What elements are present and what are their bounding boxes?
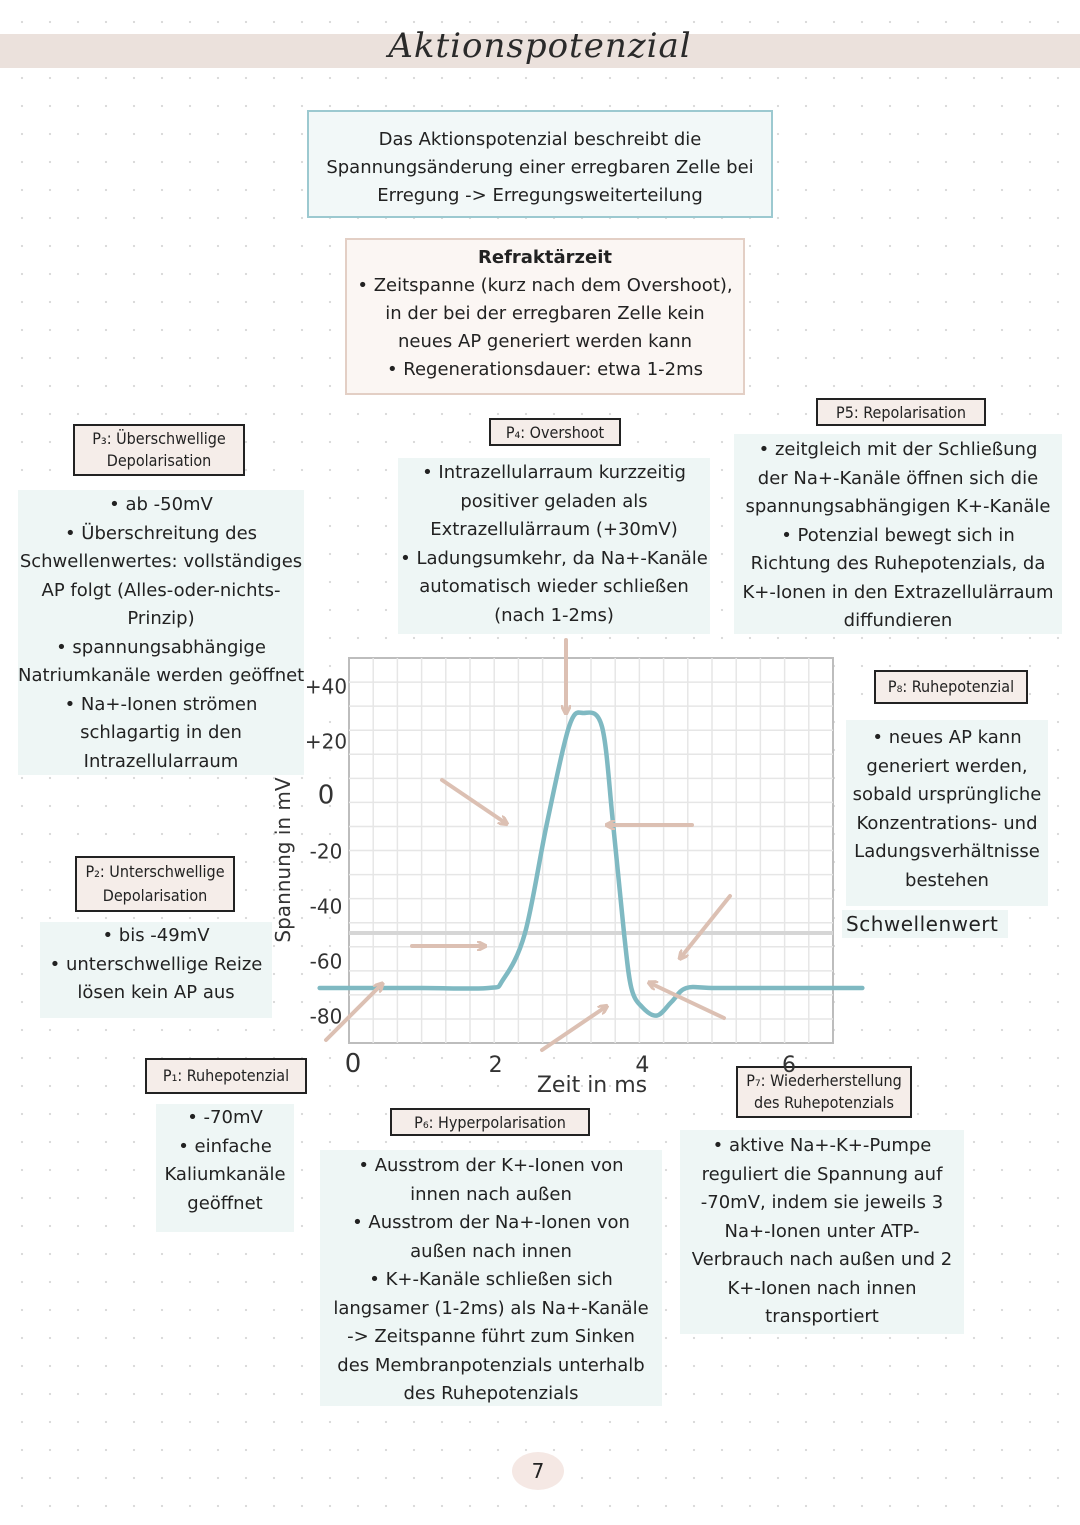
p3-line: Schwellenwertes: vollständiges <box>19 551 303 572</box>
p1-line: • einfache <box>178 1135 272 1157</box>
p6-line: des Ruhepotenzials <box>403 1383 579 1404</box>
p7-line: Na+-Ionen unter ATP- <box>724 1220 920 1242</box>
p4-line: automatisch wieder schließen <box>419 576 689 597</box>
p5-line: spannungsabhängigen K+-Kanäle <box>745 496 1051 517</box>
p6-line: • K+-Kanäle schließen sich <box>369 1269 613 1290</box>
intro-line: Spannungsänderung einer erregbaren Zelle bei <box>326 157 754 178</box>
refractory-line: neues AP generiert werden kann <box>397 331 693 352</box>
p8-line: Konzentrations- und <box>856 812 1038 834</box>
p4-line: positiver geladen als <box>460 490 648 512</box>
page-title: Aktionspotenzial <box>388 26 692 66</box>
p3-line: • ab -50mV <box>109 494 213 515</box>
p4-line: (nach 1-2ms) <box>494 604 614 626</box>
p8-line: Ladungsverhältnisse <box>854 841 1040 862</box>
p6-line: -> Zeitspanne führt zum Sinken <box>347 1326 635 1347</box>
p7-label-line1: P₇: Wiederherstellung <box>746 1071 902 1090</box>
p3-line: • spannungsabhängige <box>56 636 266 658</box>
x-tick-label: 0 <box>344 1049 362 1079</box>
p2-line: • bis -49mV <box>102 925 210 946</box>
x-axis-label: Zeit in ms <box>536 1073 648 1098</box>
y-tick-label: +20 <box>304 729 348 754</box>
chart-grid <box>349 658 833 1043</box>
page-number-text: 7 <box>531 1459 545 1483</box>
p1-line: Kaliumkanäle <box>164 1164 286 1185</box>
p7-label-line2: des Ruhepotenzials <box>754 1093 894 1112</box>
p3-line: • Na+-Ionen strömen <box>64 693 258 715</box>
p8-label: P₈: Ruhepotenzial <box>874 670 1028 704</box>
p5-label: P5: Repolarisation <box>816 398 986 426</box>
p3-line: Prinzip) <box>127 608 195 629</box>
p6-line: des Membranpotenzials unterhalb <box>337 1354 645 1376</box>
y-axis-label: Spannung in mV <box>271 777 295 943</box>
p1-line: • -70mV <box>187 1107 263 1128</box>
p2-line: • unterschwellige Reize <box>49 953 263 975</box>
x-tick-label: 6 <box>782 1053 796 1078</box>
p3-line: schlagartig in den <box>80 722 242 743</box>
x-tick-label: 2 <box>488 1053 503 1078</box>
p6-line: außen nach innen <box>410 1240 572 1262</box>
y-tick-label: 0 <box>317 780 335 811</box>
p8-line: generiert werden, <box>866 755 1028 777</box>
p6-line: innen nach außen <box>410 1183 572 1205</box>
p3-line: • Überschreitung des <box>64 522 258 544</box>
refractory-line: • Regenerationsdauer: etwa 1-2ms <box>386 359 704 380</box>
p8-line: • neues AP kann <box>872 727 1022 748</box>
page-number <box>512 1452 564 1490</box>
y-tick-label: -20 <box>309 839 343 864</box>
p2-label-line1: P₂: Unterschwellige <box>85 862 225 881</box>
p3-line: Natriumkanäle werden geöffnet <box>18 665 305 686</box>
p3-line: Intrazellularraum <box>83 750 239 772</box>
p3-label-line2: Depolarisation <box>106 451 212 470</box>
p5-line: diffundieren <box>843 610 953 631</box>
y-tick-label: -40 <box>309 894 343 919</box>
x-tick-label: 4 <box>635 1053 650 1078</box>
refractory-line: • Zeitspanne (kurz nach dem Overshoot), <box>357 275 733 296</box>
p7-line: -70mV, indem sie jeweils 3 <box>700 1192 944 1213</box>
p6-label: P₆: Hyperpolarisation <box>390 1108 590 1136</box>
p4-line: Extrazellulärraum (+30mV) <box>430 519 678 540</box>
refractory-heading: Refraktärzeit <box>478 247 612 268</box>
intro-line: Erregung -> Erregungsweiterteilung <box>377 185 703 206</box>
y-tick-label: -80 <box>309 1004 343 1029</box>
intro-line: Das Aktionspotenzial beschreibt die <box>378 129 702 150</box>
p2-label-line2: Depolarisation <box>102 886 208 905</box>
p8-line: bestehen <box>905 869 989 891</box>
p6-line: • Ausstrom der Na+-Ionen von <box>352 1212 630 1233</box>
threshold-label: Schwellenwert <box>842 910 1008 938</box>
p4-line: • Ladungsumkehr, da Na+-Kanäle <box>400 547 708 569</box>
p7-line: • aktive Na+-K+-Pumpe <box>712 1135 932 1156</box>
p7-line: Verbrauch nach außen und 2 <box>691 1249 953 1270</box>
p7-line: transportiert <box>765 1306 879 1327</box>
p7-line: reguliert die Spannung auf <box>701 1163 943 1185</box>
p4-line: • Intrazellularraum kurzzeitig <box>422 462 686 483</box>
p1-line: geöffnet <box>187 1192 263 1214</box>
p4-label: P₄: Overshoot <box>489 418 621 446</box>
refractory-line: in der bei der erregbaren Zelle kein <box>385 303 705 324</box>
y-tick-label: +40 <box>304 674 348 699</box>
p5-line: K+-Ionen in den Extrazellulärraum <box>742 581 1054 603</box>
p5-line: der Na+-Kanäle öffnen sich die <box>757 467 1039 489</box>
p2-line: lösen kein AP aus <box>77 982 235 1003</box>
p5-line: • Potenzial bewegt sich in <box>781 524 1015 546</box>
p3-line: AP folgt (Alles-oder-nichts- <box>41 579 281 601</box>
y-tick-label: -60 <box>309 949 343 974</box>
p1-label: P₁: Ruhepotenzial <box>145 1058 307 1094</box>
p8-line: sobald ursprüngliche <box>852 784 1042 805</box>
p6-line: • Ausstrom der K+-Ionen von <box>358 1155 624 1176</box>
p5-line: Richtung des Ruhepotenzials, da <box>750 553 1046 574</box>
p6-line: langsamer (1-2ms) als Na+-Kanäle <box>333 1297 649 1319</box>
p3-label-line1: P₃: Überschwellige <box>92 429 226 448</box>
p5-line: • zeitgleich mit der Schließung <box>758 439 1038 460</box>
p7-line: K+-Ionen nach innen <box>727 1277 917 1299</box>
